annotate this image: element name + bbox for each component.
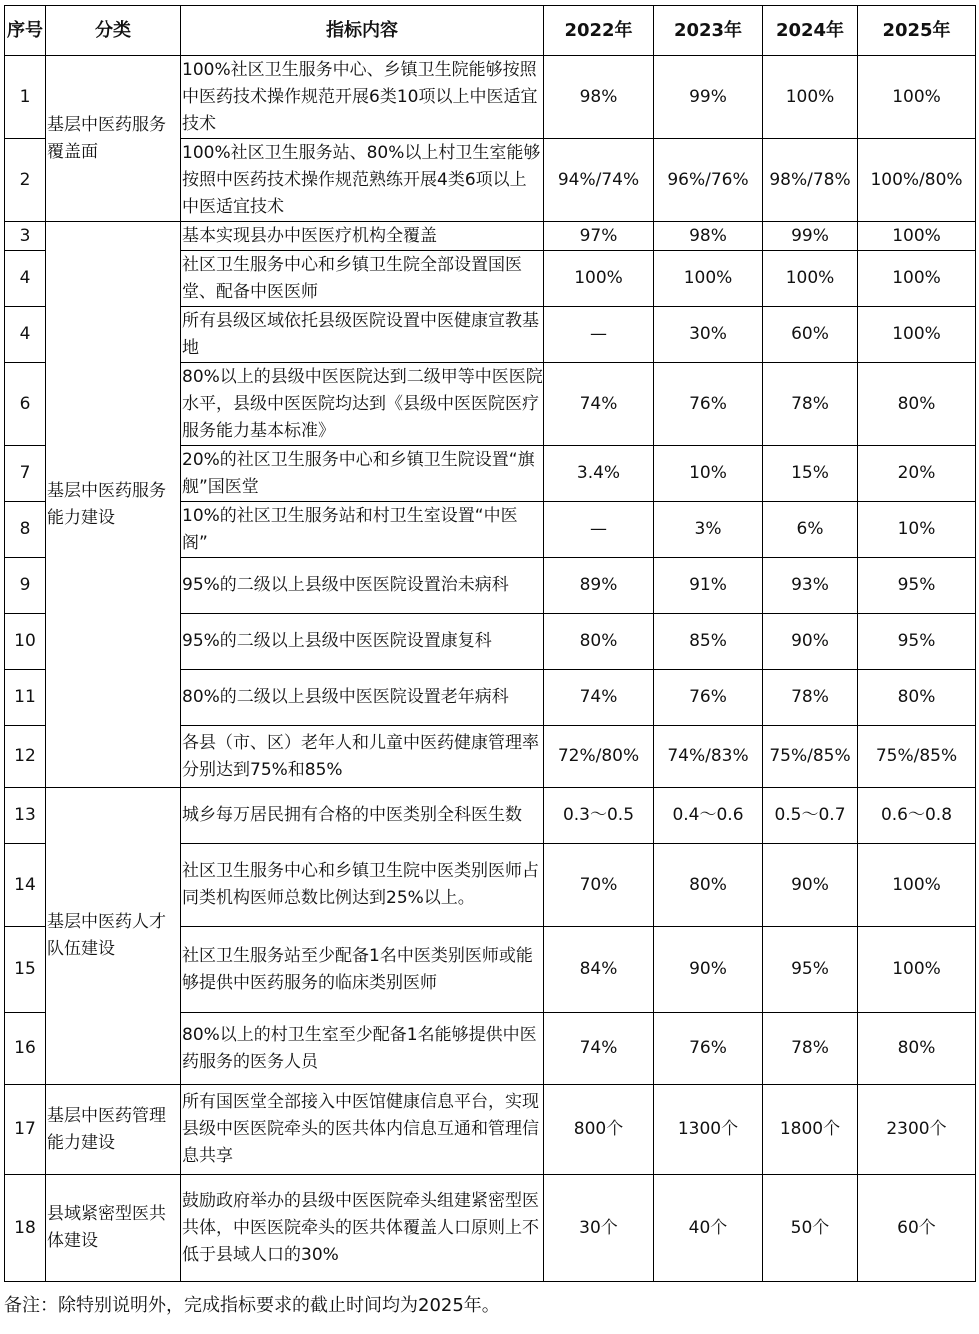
value-2022: — <box>544 502 654 558</box>
row-number: 15 <box>5 927 46 1013</box>
value-2025: 100% <box>858 307 976 363</box>
value-2023: 100% <box>654 251 763 307</box>
value-2022: 800个 <box>544 1085 654 1175</box>
value-2024: 50个 <box>763 1175 858 1282</box>
value-2025: 100% <box>858 222 976 251</box>
category-cell: 基层中医药服务覆盖面 <box>46 56 181 222</box>
category-cell: 基层中医药服务能力建设 <box>46 222 181 788</box>
header-row <box>5 6 976 56</box>
row-number: 1 <box>5 56 46 139</box>
value-2023: 96%/76% <box>654 139 763 222</box>
value-2022: 30个 <box>544 1175 654 1282</box>
value-2022: 100% <box>544 251 654 307</box>
row-number: 12 <box>5 726 46 788</box>
value-2024: 98%/78% <box>763 139 858 222</box>
value-2025: 80% <box>858 670 976 726</box>
value-2024: 90% <box>763 614 858 670</box>
table-row <box>5 1175 976 1282</box>
value-2023: 91% <box>654 558 763 614</box>
value-2023: 90% <box>654 927 763 1013</box>
value-2024: 1800个 <box>763 1085 858 1175</box>
value-2024: 90% <box>763 844 858 927</box>
value-2025: 0.6～0.8 <box>858 788 976 844</box>
value-2022: 74% <box>544 1013 654 1085</box>
indicator-content: 20%的社区卫生服务中心和乡镇卫生院设置“旗舰”国医堂 <box>181 446 544 502</box>
value-2025: 60个 <box>858 1175 976 1282</box>
row-number: 6 <box>5 363 46 446</box>
value-2025: 100% <box>858 927 976 1013</box>
indicator-content: 所有县级区域依托县级医院设置中医健康宣教基地 <box>181 307 544 363</box>
value-2025: 75%/85% <box>858 726 976 788</box>
indicator-content: 社区卫生服务中心和乡镇卫生院中医类别医师占同类机构医师总数比例达到25%以上。 <box>181 844 544 927</box>
row-number: 17 <box>5 1085 46 1175</box>
header-2025: 2025年 <box>858 6 976 56</box>
value-2023: 85% <box>654 614 763 670</box>
value-2024: 93% <box>763 558 858 614</box>
value-2024: 99% <box>763 222 858 251</box>
indicator-content: 鼓励政府举办的县级中医医院牵头组建紧密型医共体，中医医院牵头的医共体覆盖人口原则上不低于县域人口的30% <box>181 1175 544 1282</box>
value-2022: 89% <box>544 558 654 614</box>
value-2025: 100% <box>858 56 976 139</box>
row-number: 18 <box>5 1175 46 1282</box>
indicator-content: 100%社区卫生服务中心、乡镇卫生院能够按照中医药技术操作规范开展6类10项以上中医适宜技术 <box>181 56 544 139</box>
indicator-content: 80%以上的县级中医医院达到二级甲等中医医院水平，县级中医医院均达到《县级中医医院医疗服务能力基本标准》 <box>181 363 544 446</box>
value-2023: 1300个 <box>654 1085 763 1175</box>
value-2022: 97% <box>544 222 654 251</box>
value-2023: 76% <box>654 363 763 446</box>
value-2025: 100% <box>858 251 976 307</box>
value-2023: 0.4～0.6 <box>654 788 763 844</box>
value-2022: — <box>544 307 654 363</box>
category-cell: 基层中医药管理能力建设 <box>46 1085 181 1175</box>
indicator-content: 80%以上的村卫生室至少配备1名能够提供中医药服务的医务人员 <box>181 1013 544 1085</box>
value-2025: 100% <box>858 844 976 927</box>
value-2024: 0.5～0.7 <box>763 788 858 844</box>
header-no: 序号 <box>5 6 46 56</box>
value-2025: 80% <box>858 363 976 446</box>
row-number: 4 <box>5 307 46 363</box>
header-2023: 2023年 <box>654 6 763 56</box>
value-2023: 76% <box>654 1013 763 1085</box>
indicator-content: 所有国医堂全部接入中医馆健康信息平台，实现县级中医医院牵头的医共体内信息互通和管理信息共享 <box>181 1085 544 1175</box>
row-number: 13 <box>5 788 46 844</box>
value-2024: 78% <box>763 363 858 446</box>
row-number: 8 <box>5 502 46 558</box>
value-2022: 84% <box>544 927 654 1013</box>
indicator-content: 社区卫生服务站至少配备1名中医类别医师或能够提供中医药服务的临床类别医师 <box>181 927 544 1013</box>
value-2023: 10% <box>654 446 763 502</box>
value-2022: 98% <box>544 56 654 139</box>
indicator-content: 80%的二级以上县级中医医院设置老年病科 <box>181 670 544 726</box>
table-row <box>5 788 976 844</box>
value-2022: 3.4% <box>544 446 654 502</box>
value-2022: 74% <box>544 670 654 726</box>
value-2024: 78% <box>763 670 858 726</box>
value-2022: 74% <box>544 363 654 446</box>
value-2023: 74%/83% <box>654 726 763 788</box>
value-2024: 75%/85% <box>763 726 858 788</box>
value-2022: 0.3～0.5 <box>544 788 654 844</box>
indicator-content: 各县（市、区）老年人和儿童中医药健康管理率分别达到75%和85% <box>181 726 544 788</box>
value-2023: 99% <box>654 56 763 139</box>
indicator-content: 基本实现县办中医医疗机构全覆盖 <box>181 222 544 251</box>
row-number: 9 <box>5 558 46 614</box>
row-number: 16 <box>5 1013 46 1085</box>
value-2024: 100% <box>763 251 858 307</box>
row-number: 10 <box>5 614 46 670</box>
header-category: 分类 <box>46 6 181 56</box>
category-cell: 县域紧密型医共体建设 <box>46 1175 181 1282</box>
row-number: 14 <box>5 844 46 927</box>
row-number: 3 <box>5 222 46 251</box>
footnote: 备注：除特别说明外，完成指标要求的截止时间均为2025年。 <box>4 1295 500 1316</box>
value-2023: 40个 <box>654 1175 763 1282</box>
value-2024: 95% <box>763 927 858 1013</box>
value-2024: 100% <box>763 56 858 139</box>
value-2025: 20% <box>858 446 976 502</box>
indicator-content: 社区卫生服务中心和乡镇卫生院全部设置国医堂、配备中医医师 <box>181 251 544 307</box>
row-number: 2 <box>5 139 46 222</box>
value-2025: 95% <box>858 614 976 670</box>
value-2024: 6% <box>763 502 858 558</box>
value-2022: 72%/80% <box>544 726 654 788</box>
indicator-table <box>4 5 976 1282</box>
value-2022: 94%/74% <box>544 139 654 222</box>
value-2023: 98% <box>654 222 763 251</box>
category-cell: 基层中医药人才队伍建设 <box>46 788 181 1085</box>
value-2022: 70% <box>544 844 654 927</box>
table-row <box>5 1085 976 1175</box>
header-2024: 2024年 <box>763 6 858 56</box>
value-2025: 100%/80% <box>858 139 976 222</box>
indicator-content: 95%的二级以上县级中医医院设置康复科 <box>181 614 544 670</box>
table-row <box>5 56 976 139</box>
table-row <box>5 222 976 251</box>
value-2023: 76% <box>654 670 763 726</box>
value-2024: 15% <box>763 446 858 502</box>
indicator-content: 10%的社区卫生服务站和村卫生室设置“中医阁” <box>181 502 544 558</box>
row-number: 4 <box>5 251 46 307</box>
value-2024: 78% <box>763 1013 858 1085</box>
value-2023: 3% <box>654 502 763 558</box>
indicator-content: 100%社区卫生服务站、80%以上村卫生室能够按照中医药技术操作规范熟练开展4类6项以上中医适宜技术 <box>181 139 544 222</box>
value-2023: 30% <box>654 307 763 363</box>
value-2022: 80% <box>544 614 654 670</box>
row-number: 7 <box>5 446 46 502</box>
header-2022: 2022年 <box>544 6 654 56</box>
value-2025: 80% <box>858 1013 976 1085</box>
value-2024: 60% <box>763 307 858 363</box>
value-2025: 2300个 <box>858 1085 976 1175</box>
header-content: 指标内容 <box>181 6 544 56</box>
value-2023: 80% <box>654 844 763 927</box>
value-2025: 10% <box>858 502 976 558</box>
indicator-content: 95%的二级以上县级中医医院设置治未病科 <box>181 558 544 614</box>
indicator-content: 城乡每万居民拥有合格的中医类别全科医生数 <box>181 788 544 844</box>
row-number: 11 <box>5 670 46 726</box>
value-2025: 95% <box>858 558 976 614</box>
